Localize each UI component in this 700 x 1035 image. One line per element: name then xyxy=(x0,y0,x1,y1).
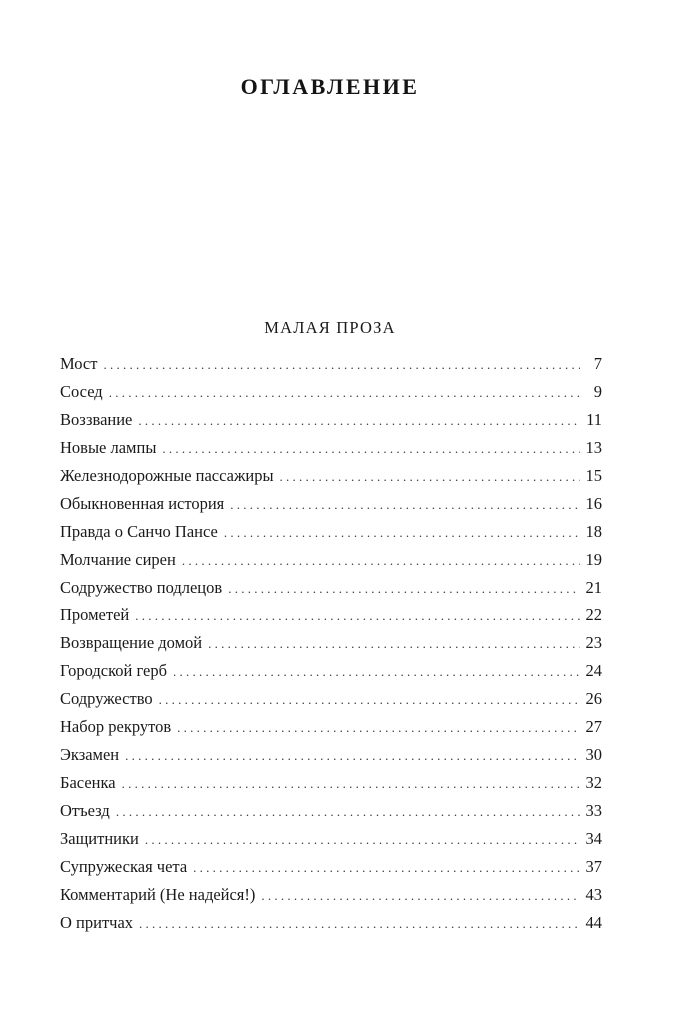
toc-entry-title: Защитники xyxy=(60,828,139,848)
dot-leader xyxy=(162,435,580,463)
toc-entry-title: Экзамен xyxy=(60,745,120,765)
toc-entry-page-number: 15 xyxy=(585,465,602,485)
toc-entry xyxy=(60,378,602,406)
toc-entry-title: Содружество xyxy=(60,689,153,709)
toc-entry-page-number: 13 xyxy=(585,437,602,457)
toc-entry xyxy=(60,853,602,881)
toc-entry xyxy=(60,462,602,490)
toc-entry-title: Прометей xyxy=(60,605,130,625)
toc-entry-page-number: 34 xyxy=(585,828,602,848)
toc-entry-title: Обыкновенная история xyxy=(60,493,225,513)
toc-entry-page-number: 33 xyxy=(585,801,602,820)
toc-entry xyxy=(60,741,602,769)
dot-leader xyxy=(182,547,580,575)
toc-entry-title: Отъезд xyxy=(60,801,110,820)
toc-entry-page-number: 9 xyxy=(593,381,602,401)
toc-entry-page-number: 30 xyxy=(585,745,602,765)
toc-entry-title: Железнодорожные пассажиры xyxy=(60,465,274,485)
toc-entry xyxy=(60,797,602,825)
toc-entry-title: Сосед xyxy=(60,381,103,401)
toc-entry-page-number: 44 xyxy=(585,912,602,932)
toc-entry-title: Комментарий (Не надейся!) xyxy=(60,884,256,904)
dot-leader xyxy=(208,630,580,658)
dot-leader xyxy=(280,463,580,491)
toc-entry xyxy=(60,546,602,574)
toc-entry-title: Молчание сирен xyxy=(60,549,176,569)
toc-entry-page-number: 43 xyxy=(585,884,602,904)
dot-leader xyxy=(224,519,580,547)
toc-entry-page-number: 7 xyxy=(593,354,602,373)
toc-entry xyxy=(60,490,602,518)
toc-entry xyxy=(60,881,602,909)
toc-entry xyxy=(60,601,602,629)
toc-entry-title: Возвращение домой xyxy=(60,633,203,653)
toc-entry xyxy=(60,657,602,685)
toc-entry-title: О притчах xyxy=(60,912,134,932)
dot-leader xyxy=(135,602,580,630)
section-title: МАЛАЯ ПРОЗА xyxy=(264,318,396,337)
toc-entry-title: Мост xyxy=(60,354,98,373)
toc-entry-page-number: 18 xyxy=(585,521,602,541)
dot-leader xyxy=(173,658,580,686)
dot-leader xyxy=(230,491,580,519)
toc-entry xyxy=(60,518,602,546)
toc-entry-title: Супружеская чета xyxy=(60,856,188,876)
toc-entry-page-number: 19 xyxy=(585,549,602,569)
toc-entry-page-number: 16 xyxy=(585,493,602,513)
toc-entry xyxy=(60,629,602,657)
toc-entry-page-number: 21 xyxy=(585,577,602,597)
dot-leader xyxy=(177,714,580,742)
toc-entry-title: Новые лампы xyxy=(60,437,157,457)
dot-leader xyxy=(138,407,580,435)
toc-entry-page-number: 23 xyxy=(585,633,602,653)
toc-entry xyxy=(60,909,602,937)
toc-entry-page-number: 26 xyxy=(585,689,602,709)
toc-entry xyxy=(60,825,602,853)
page-title: ОГЛАВЛЕНИЕ xyxy=(240,74,420,99)
toc-entry xyxy=(60,685,602,713)
dot-leader xyxy=(109,379,580,407)
dot-leader xyxy=(122,770,580,798)
toc-entry-page-number: 24 xyxy=(585,661,602,681)
toc-entry-page-number: 22 xyxy=(585,605,602,625)
toc-entry-title: Содружество подлецов xyxy=(60,577,223,597)
dot-leader xyxy=(145,826,580,854)
dot-leader xyxy=(159,686,580,714)
toc-entry-title: Набор рекрутов xyxy=(60,717,172,737)
toc-entry-page-number: 37 xyxy=(585,856,602,876)
toc-entry-page-number: 27 xyxy=(585,717,602,737)
toc-entry xyxy=(60,713,602,741)
dot-leader xyxy=(125,742,580,770)
table-of-contents xyxy=(60,350,602,937)
toc-entry xyxy=(60,406,602,434)
toc-entry-page-number: 11 xyxy=(586,409,602,429)
dot-leader xyxy=(193,854,580,882)
dot-leader xyxy=(261,882,580,910)
toc-entry-title: Городской герб xyxy=(60,661,167,681)
toc-entry-title: Воззвание xyxy=(60,409,133,429)
dot-leader xyxy=(139,910,580,938)
toc-entry-page-number: 32 xyxy=(585,773,602,793)
toc-entry xyxy=(60,350,602,378)
dot-leader xyxy=(116,798,580,826)
toc-entry-title: Правда о Санчо Пансе xyxy=(60,521,218,541)
dot-leader xyxy=(228,575,580,603)
toc-entry xyxy=(60,574,602,602)
toc-entry xyxy=(60,434,602,462)
toc-entry xyxy=(60,769,602,797)
dot-leader xyxy=(103,351,580,379)
toc-entry-title: Басенка xyxy=(60,773,116,793)
